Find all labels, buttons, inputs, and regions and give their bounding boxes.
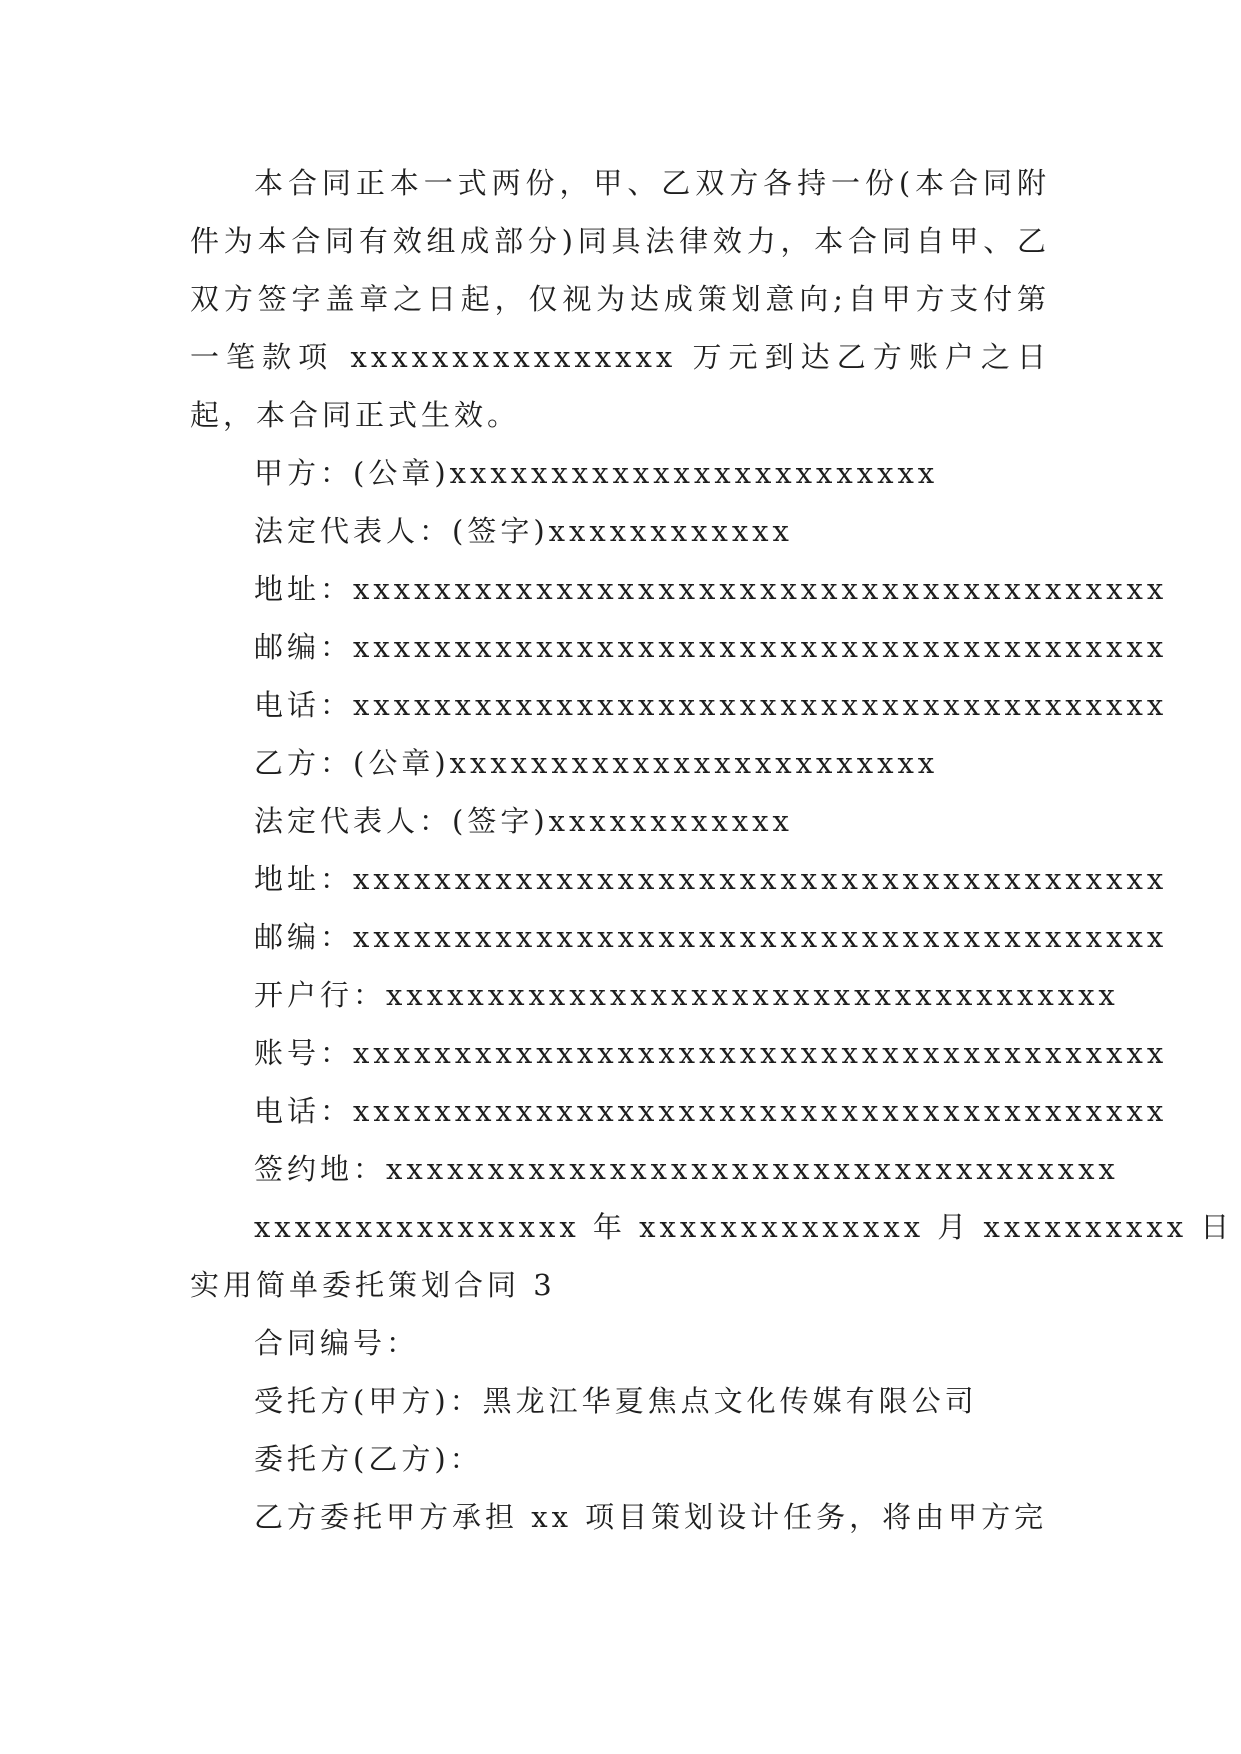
document-page [190,154,1234,1546]
party-b-address: 地址：xxxxxxxxxxxxxxxxxxxxxxxxxxxxxxxxxxxxxxxx [254,862,1168,896]
contract-number: 合同编号： [254,1326,420,1360]
party-a-seal: 甲方：(公章)xxxxxxxxxxxxxxxxxxxxxxxx [254,456,939,490]
commission-clause: 乙方委托甲方承担 xx 项目策划设计任务，将由甲方完 [254,1500,1048,1534]
party-a-postcode: 邮编：xxxxxxxxxxxxxxxxxxxxxxxxxxxxxxxxxxxxxxxx [254,630,1168,664]
client-party: 委托方(乙方)： [254,1442,483,1476]
party-b-account: 账号：xxxxxxxxxxxxxxxxxxxxxxxxxxxxxxxxxxxxxxxx [254,1036,1168,1070]
party-a-legal-rep: 法定代表人：(签字)xxxxxxxxxxxx [254,514,793,548]
party-b-postcode: 邮编：xxxxxxxxxxxxxxxxxxxxxxxxxxxxxxxxxxxxxxxx [254,920,1168,954]
party-a-phone: 电话：xxxxxxxxxxxxxxxxxxxxxxxxxxxxxxxxxxxxxxxx [254,688,1168,722]
party-b-seal: 乙方：(公章)xxxxxxxxxxxxxxxxxxxxxxxx [254,746,939,780]
party-b-phone: 电话：xxxxxxxxxxxxxxxxxxxxxxxxxxxxxxxxxxxxxxxx [254,1094,1168,1128]
party-b-bank: 开户行：xxxxxxxxxxxxxxxxxxxxxxxxxxxxxxxxxxxx [254,978,1119,1012]
trustee-party: 受托方(甲方)：黑龙江华夏焦点文化传媒有限公司 [254,1384,978,1418]
party-b-legal-rep: 法定代表人：(签字)xxxxxxxxxxxx [254,804,793,838]
signing-date: xxxxxxxxxxxxxxxx 年 xxxxxxxxxxxxxx 月 xxxxxxxxxx 日 [254,1210,1234,1244]
party-a-address: 地址：xxxxxxxxxxxxxxxxxxxxxxxxxxxxxxxxxxxxxxxx [254,572,1168,606]
signing-place: 签约地：xxxxxxxxxxxxxxxxxxxxxxxxxxxxxxxxxxxx [254,1152,1119,1186]
effectiveness-clause: 本合同正本一式两份，甲、乙双方各持一份(本合同附件为本合同有效组成部分)同具法律效力，本合同自甲、乙双方签字盖章之日起，仅视为达成策划意向;自甲方支付第一笔款项 xxxxxxxxxxxxxxxx 万元到达乙方账户之日起，本合同正式生效。 [190,166,1050,432]
section-title: 实用简单委托策划合同 3 [190,1268,556,1302]
